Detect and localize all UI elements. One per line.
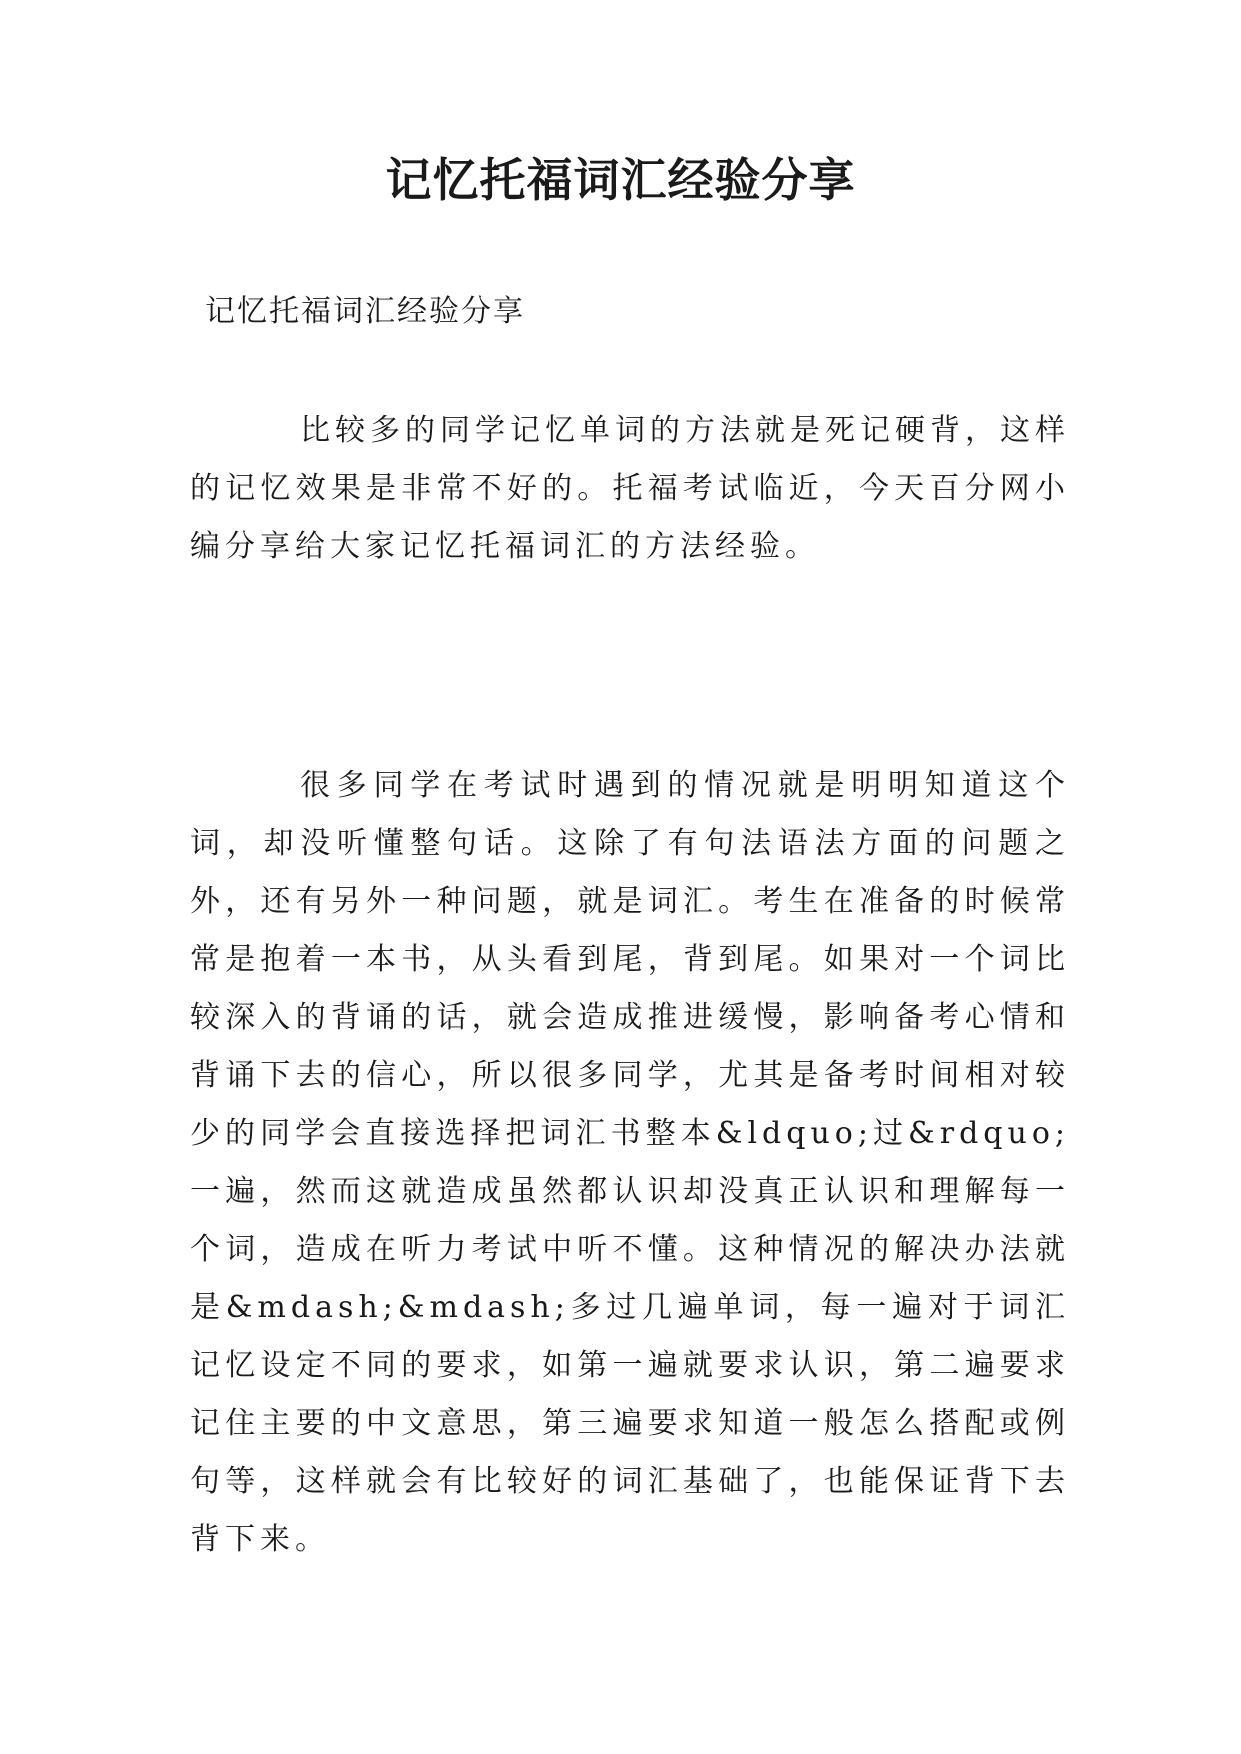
document-subtitle: 记忆托福词汇经验分享 (205, 294, 525, 329)
body-paragraph-1: 比较多的同学记忆单词的方法就是死记硬背，这样的记忆效果是非常不好的。托福考试临近，今天百分网小编分享给大家记忆托福词汇的方法经验。 (190, 413, 1070, 564)
body-paragraph-2: 很多同学在考试时遇到的情况就是明明知道这个词，却没听懂整句话。这除了有句法语法方面的问题之外，还有另外一种问题，就是词汇。考生在准备的时候常常是抱着一本书，从头看到尾，背到尾。如果对一个词比较深入的背诵的话，就会造成推进缓慢，影响备考心情和背诵下去的信心，所以很多同学，尤其是备考时间相对较少的同学会直接选择把词汇书整本&ldquo;过&rdquo;一遍，然而这就造成虽然都认识却没真正认识和理解每一个词，造成在听力考试中听不懂。这种情况的解决办法就是&mdash;&mdash;多过几遍单词，每一遍对于词汇记忆设定不同的要求，如第一遍就要求认识，第二遍要求记住主要的中文意思，第三遍要求知道一般怎么搭配或例句等，这样就会有比较好的词汇基础了，也能保证背下去背下来。 (190, 768, 1070, 1557)
document-title: 记忆托福词汇经验分享 (385, 153, 856, 207)
